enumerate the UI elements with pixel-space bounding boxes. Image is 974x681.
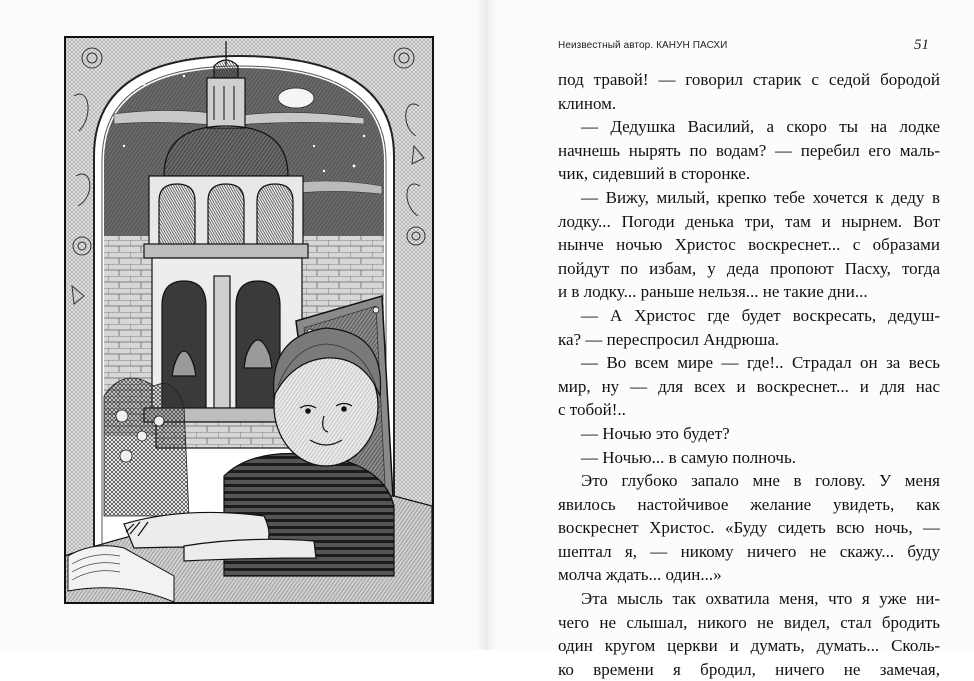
text-line: начнешь нырять по водам? — перебил его маль- [558, 140, 940, 160]
text-line: — Во всем мире — где!.. Страдал он за весь [581, 353, 940, 373]
page-number: 51 [914, 37, 929, 53]
text-line: воскреснет Христос. «Буду сидеть всю ночь, — [558, 518, 940, 538]
text-line: один кругом церкви и думать, думать... Сколь- [558, 636, 940, 656]
text-line: с тобой!.. [558, 400, 626, 420]
body-text [558, 68, 940, 681]
text-line: — Ночью это будет? [581, 423, 730, 443]
text-line: Это глубоко запало мне в голову. У меня [581, 471, 940, 491]
book-gutter [476, 0, 498, 650]
text-line: Эта мысль так охватила меня, что я уже ни- [581, 589, 940, 609]
text-line: ко времени я бродил, ничего не замечая, [558, 659, 940, 679]
text-line: молча ждать... один...» [558, 565, 722, 585]
text-line: чик, сидевший в сторонке. [558, 164, 751, 184]
text-line: чего не слышал, никого не видел, стал бродить [558, 612, 940, 632]
text-line: шептал я, — никому ничего не скажу... буду [558, 541, 940, 561]
text-line: и в лодку... раньше нельзя... не такие дни... [558, 282, 868, 302]
illustration-boy-and-bell-tower [64, 36, 434, 604]
text-line: — Дедушка Василий, а скоро ты на лодке [581, 117, 940, 137]
text-line: под травой! — говорил старик с седой бородой [558, 70, 940, 89]
text-line: пойдут по избам, у деда пропоют Пасху, тогда [558, 258, 940, 278]
text-line: клином. [558, 93, 617, 113]
running-head: Неизвестный автор. КАНУН ПАСХИ [558, 40, 728, 51]
text-line: — Вижу, милый, крепко тебе хочется к деду в [581, 187, 940, 207]
text-line: — Ночью... в самую полночь. [581, 447, 796, 467]
text-line: лодку... Погоди денька три, там и нырнем. Вот [558, 211, 940, 231]
text-line: — А Христос где будет воскресать, дедуш- [581, 305, 940, 325]
text-line: ка? — переспросил Андрюша. [558, 329, 780, 349]
left-page [0, 0, 487, 650]
text-line: нынче ночью Христос воскреснет... с образами [558, 235, 940, 255]
text-line: мир, ну — для всех и воскреснет... и для нас [558, 376, 940, 396]
text-line: явилось настойчивое желание увидеть, как [558, 494, 940, 514]
